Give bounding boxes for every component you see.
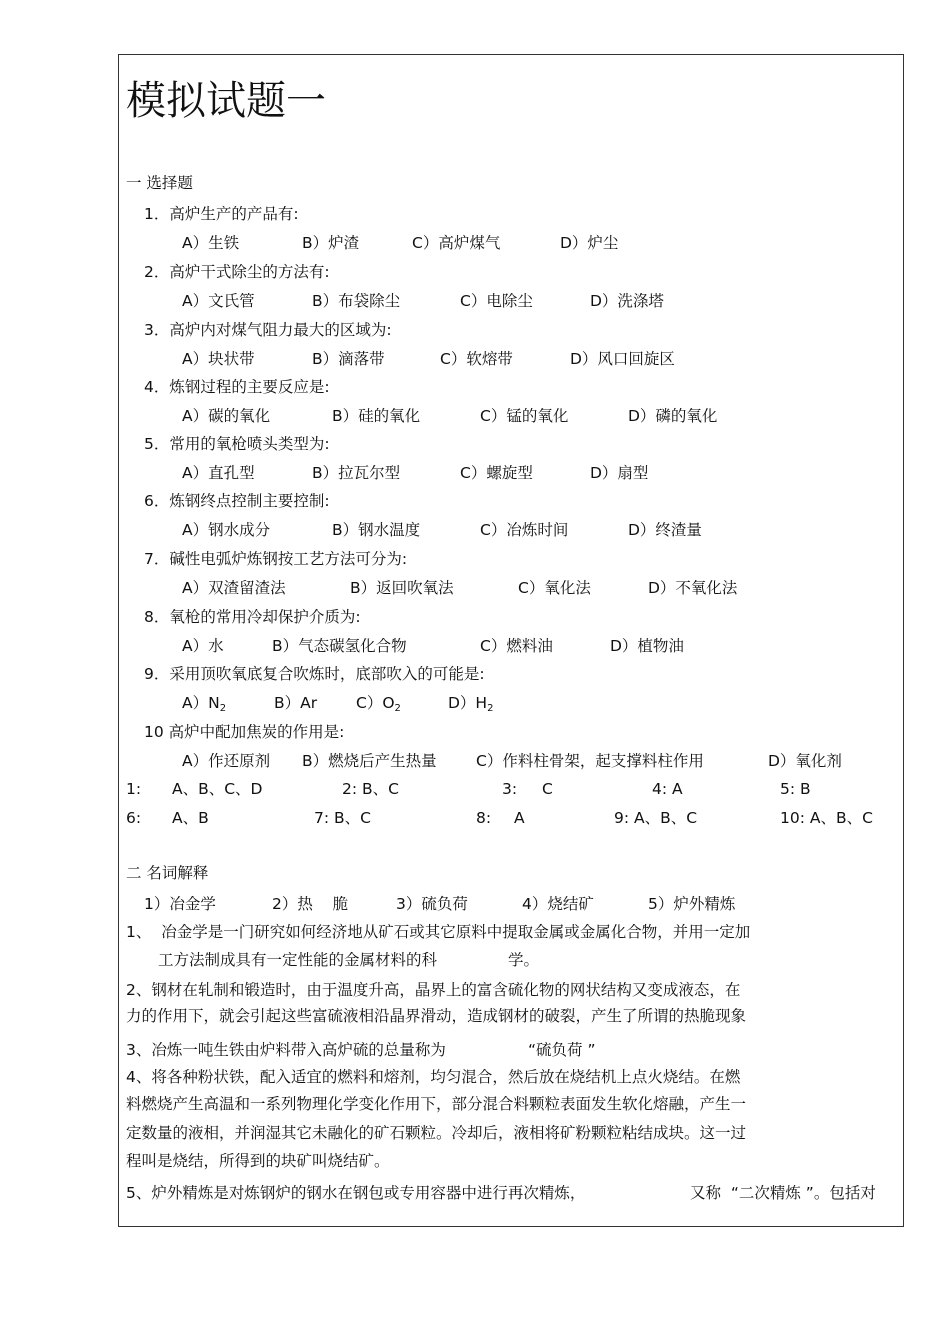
option-d: D）洗涤塔: [590, 292, 664, 310]
question-text: 9．采用顶吹氧底复合吹炼时，底部吹入的可能是:: [144, 665, 485, 683]
definition-line: 学。: [508, 951, 540, 969]
answer-value: 2: B、C: [342, 780, 399, 798]
question-text: 1．高炉生产的产品有:: [144, 205, 299, 223]
option-b: B）燃烧后产生热量: [302, 752, 437, 770]
option-c: C）锰的氧化: [480, 407, 569, 425]
definition-line: 工方法制成具有一定性能的金属材料的科: [158, 951, 438, 969]
option-b: B）钢水温度: [332, 521, 421, 539]
definition-line: 定数量的液相，并润湿其它未融化的矿石颗粒。冷却后，液相将矿粉颗粒粘结成块。这一过: [126, 1124, 747, 1142]
option-b: B）硅的氧化: [332, 407, 421, 425]
definition-line: 料燃烧产生高温和一系列物理化学变化作用下，部分混合料颗粒表面发生软化熔融，产生一: [126, 1095, 747, 1113]
definition-line: 程叫是烧结，所得到的块矿叫烧结矿。: [126, 1152, 390, 1170]
subscript: 2: [394, 703, 401, 714]
answer-label: 8:: [476, 809, 492, 827]
option-d: $D)H_2$: [448, 694, 494, 714]
definition-line: “硫负荷 ”: [528, 1041, 596, 1059]
option-b: B）布袋除尘: [312, 292, 401, 310]
option-c: C）氧化法: [518, 579, 591, 597]
option-c: C）软熔带: [440, 350, 513, 368]
option-b: B）气态碳氢化合物: [272, 637, 407, 655]
option-a: A）文氏管: [182, 292, 255, 310]
option-c: C）高炉煤气: [412, 234, 501, 252]
answer-value: 9: A、B、C: [614, 809, 698, 827]
term-item: 3）硫负荷: [396, 895, 468, 913]
option-b: B）返回吹氧法: [350, 579, 454, 597]
question-text: 7．碱性电弧炉炼钢按工艺方法可分为:: [144, 550, 408, 568]
question-text: 10 高炉中配加焦炭的作用是:: [144, 723, 345, 741]
answer-label: 1:: [126, 780, 142, 798]
section2-heading: 二 名词解释: [126, 864, 209, 882]
subscript: 2: [219, 703, 227, 714]
option-d: D）终渣量: [628, 521, 702, 539]
question-text: 3．高炉内对煤气阻力最大的区域为:: [144, 321, 392, 339]
definition-line: 3、冶炼一吨生铁由炉料带入高炉硫的总量称为: [126, 1041, 446, 1059]
option-a: A）水: [182, 637, 224, 655]
answer-value: A、B、C、D: [172, 780, 263, 798]
definition-line: 5、炉外精炼是对炼钢炉的钢水在钢包或专用容器中进行再次精炼，: [126, 1184, 586, 1202]
term-item: 2）热 脆: [272, 895, 349, 913]
option-b: B）滴落带: [312, 350, 385, 368]
question-text: 6．炼钢终点控制主要控制:: [144, 492, 330, 510]
definition-line: 又称 “二次精炼 ”。包括对: [690, 1184, 876, 1202]
answer-value: 7: B、C: [314, 809, 371, 827]
question-text: 4．炼钢过程的主要反应是:: [144, 378, 330, 396]
definition-line: 力的作用下，就会引起这些富硫液相沿晶界滑动，造成钢材的破裂，产生了所谓的热脆现象: [126, 1007, 747, 1025]
option-b: B）Ar: [274, 694, 318, 712]
term-item: 4）烧结矿: [522, 895, 594, 913]
option-d: D）磷的氧化: [628, 407, 718, 425]
answer-value: A、B: [172, 809, 209, 827]
answer-value: C: [542, 780, 553, 798]
question-text: 8．氧枪的常用冷却保护介质为:: [144, 608, 361, 626]
definition-line: 4、将各种粉状铁，配入适宜的燃料和熔剂，均匀混合，然后放在烧结机上点火烧结。在燃: [126, 1068, 741, 1086]
term-item: 1）冶金学: [144, 895, 216, 913]
definition-line: 1、 冶金学是一门研究如何经济地从矿石或其它原料中提取金属或金属化合物，并用一定加: [126, 923, 751, 941]
term-item: 5）炉外精炼: [648, 895, 736, 913]
option-d: D）植物油: [610, 637, 684, 655]
option-a: A）碳的氧化: [182, 407, 271, 425]
option-a: A）块状带: [182, 350, 255, 368]
option-d: D）风口回旋区: [570, 350, 675, 368]
definition-line: 2、钢材在轧制和锻造时，由于温度升高，晶界上的富含硫化物的网状结构又变成液态，在: [126, 981, 741, 999]
option-d: D）扇型: [590, 464, 649, 482]
answer-value: 5: B: [780, 780, 811, 798]
question-text: 5．常用的氧枪喷头类型为:: [144, 435, 330, 453]
option-c: C）冶炼时间: [480, 521, 569, 539]
option-d: D）氧化剂: [768, 752, 842, 770]
answer-label: 6:: [126, 809, 142, 827]
answer-label: 3:: [502, 780, 518, 798]
option-d: D）不氧化法: [648, 579, 738, 597]
option-a: $A)N_2$: [182, 694, 227, 714]
option-a: A）生铁: [182, 234, 240, 252]
subscript: 2: [487, 703, 494, 714]
option-c: C）燃料油: [480, 637, 553, 655]
option-b: B）拉瓦尔型: [312, 464, 401, 482]
option-c: C）作料柱骨架，起支撑料柱作用: [476, 752, 704, 770]
page-title: 模拟试题一: [126, 78, 326, 124]
option-c: C）螺旋型: [460, 464, 533, 482]
option-a: A）双渣留渣法: [182, 579, 286, 597]
option-d: D）炉尘: [560, 234, 619, 252]
option-b: B）炉渣: [302, 234, 360, 252]
option-c: $C)O_2$: [356, 694, 401, 714]
option-a: A）直孔型: [182, 464, 255, 482]
question-text: 2．高炉干式除尘的方法有:: [144, 263, 330, 281]
section1-heading: 一 选择题: [126, 174, 193, 192]
answer-value: 4: A: [652, 780, 683, 798]
answer-value: 10: A、B、C: [780, 809, 873, 827]
option-a: A）钢水成分: [182, 521, 271, 539]
answer-value: A: [514, 809, 525, 827]
option-c: C）电除尘: [460, 292, 533, 310]
option-a: A）作还原剂: [182, 752, 271, 770]
